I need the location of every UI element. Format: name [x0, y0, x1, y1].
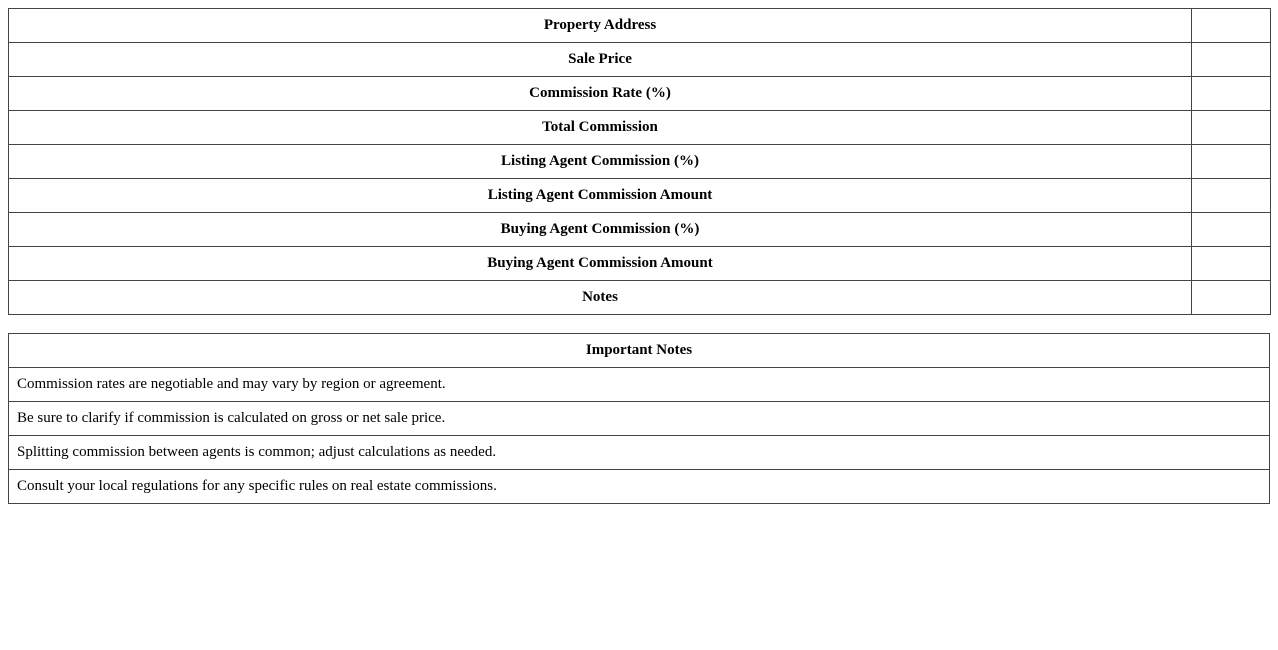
listing-agent-commission-amount-value[interactable] — [1192, 179, 1271, 213]
property-address-value[interactable] — [1192, 9, 1271, 43]
buying-agent-commission-percent-value[interactable] — [1192, 213, 1271, 247]
note-item: Commission rates are negotiable and may vary by region or agreement. — [9, 368, 1270, 402]
table-row — [9, 402, 1270, 436]
page-content — [8, 8, 1270, 504]
table-row — [9, 247, 1271, 281]
table-row — [9, 179, 1271, 213]
listing-agent-commission-percent-value[interactable] — [1192, 145, 1271, 179]
table-row — [9, 436, 1270, 470]
sale-price-label: Sale Price — [9, 43, 1192, 77]
note-item: Consult your local regulations for any specific rules on real estate commissions. — [9, 470, 1270, 504]
table-row — [9, 77, 1271, 111]
important-notes-heading: Important Notes — [9, 334, 1270, 368]
commission-calculator-table — [8, 8, 1271, 315]
table-row — [9, 213, 1271, 247]
table-row — [9, 470, 1270, 504]
note-item: Splitting commission between agents is common; adjust calculations as needed. — [9, 436, 1270, 470]
notes-value[interactable] — [1192, 281, 1271, 315]
sale-price-value[interactable] — [1192, 43, 1271, 77]
table-row — [9, 9, 1271, 43]
table-row — [9, 281, 1271, 315]
total-commission-label: Total Commission — [9, 111, 1192, 145]
listing-agent-commission-percent-label: Listing Agent Commission (%) — [9, 145, 1192, 179]
table-row — [9, 43, 1271, 77]
buying-agent-commission-amount-label: Buying Agent Commission Amount — [9, 247, 1192, 281]
note-item: Be sure to clarify if commission is calculated on gross or net sale price. — [9, 402, 1270, 436]
table-row — [9, 111, 1271, 145]
listing-agent-commission-amount-label: Listing Agent Commission Amount — [9, 179, 1192, 213]
table-row — [9, 334, 1270, 368]
commission-rate-label: Commission Rate (%) — [9, 77, 1192, 111]
property-address-label: Property Address — [9, 9, 1192, 43]
buying-agent-commission-percent-label: Buying Agent Commission (%) — [9, 213, 1192, 247]
total-commission-value[interactable] — [1192, 111, 1271, 145]
table-row — [9, 368, 1270, 402]
commission-rate-value[interactable] — [1192, 77, 1271, 111]
buying-agent-commission-amount-value[interactable] — [1192, 247, 1271, 281]
table-row — [9, 145, 1271, 179]
notes-label: Notes — [9, 281, 1192, 315]
important-notes-table — [8, 333, 1270, 504]
